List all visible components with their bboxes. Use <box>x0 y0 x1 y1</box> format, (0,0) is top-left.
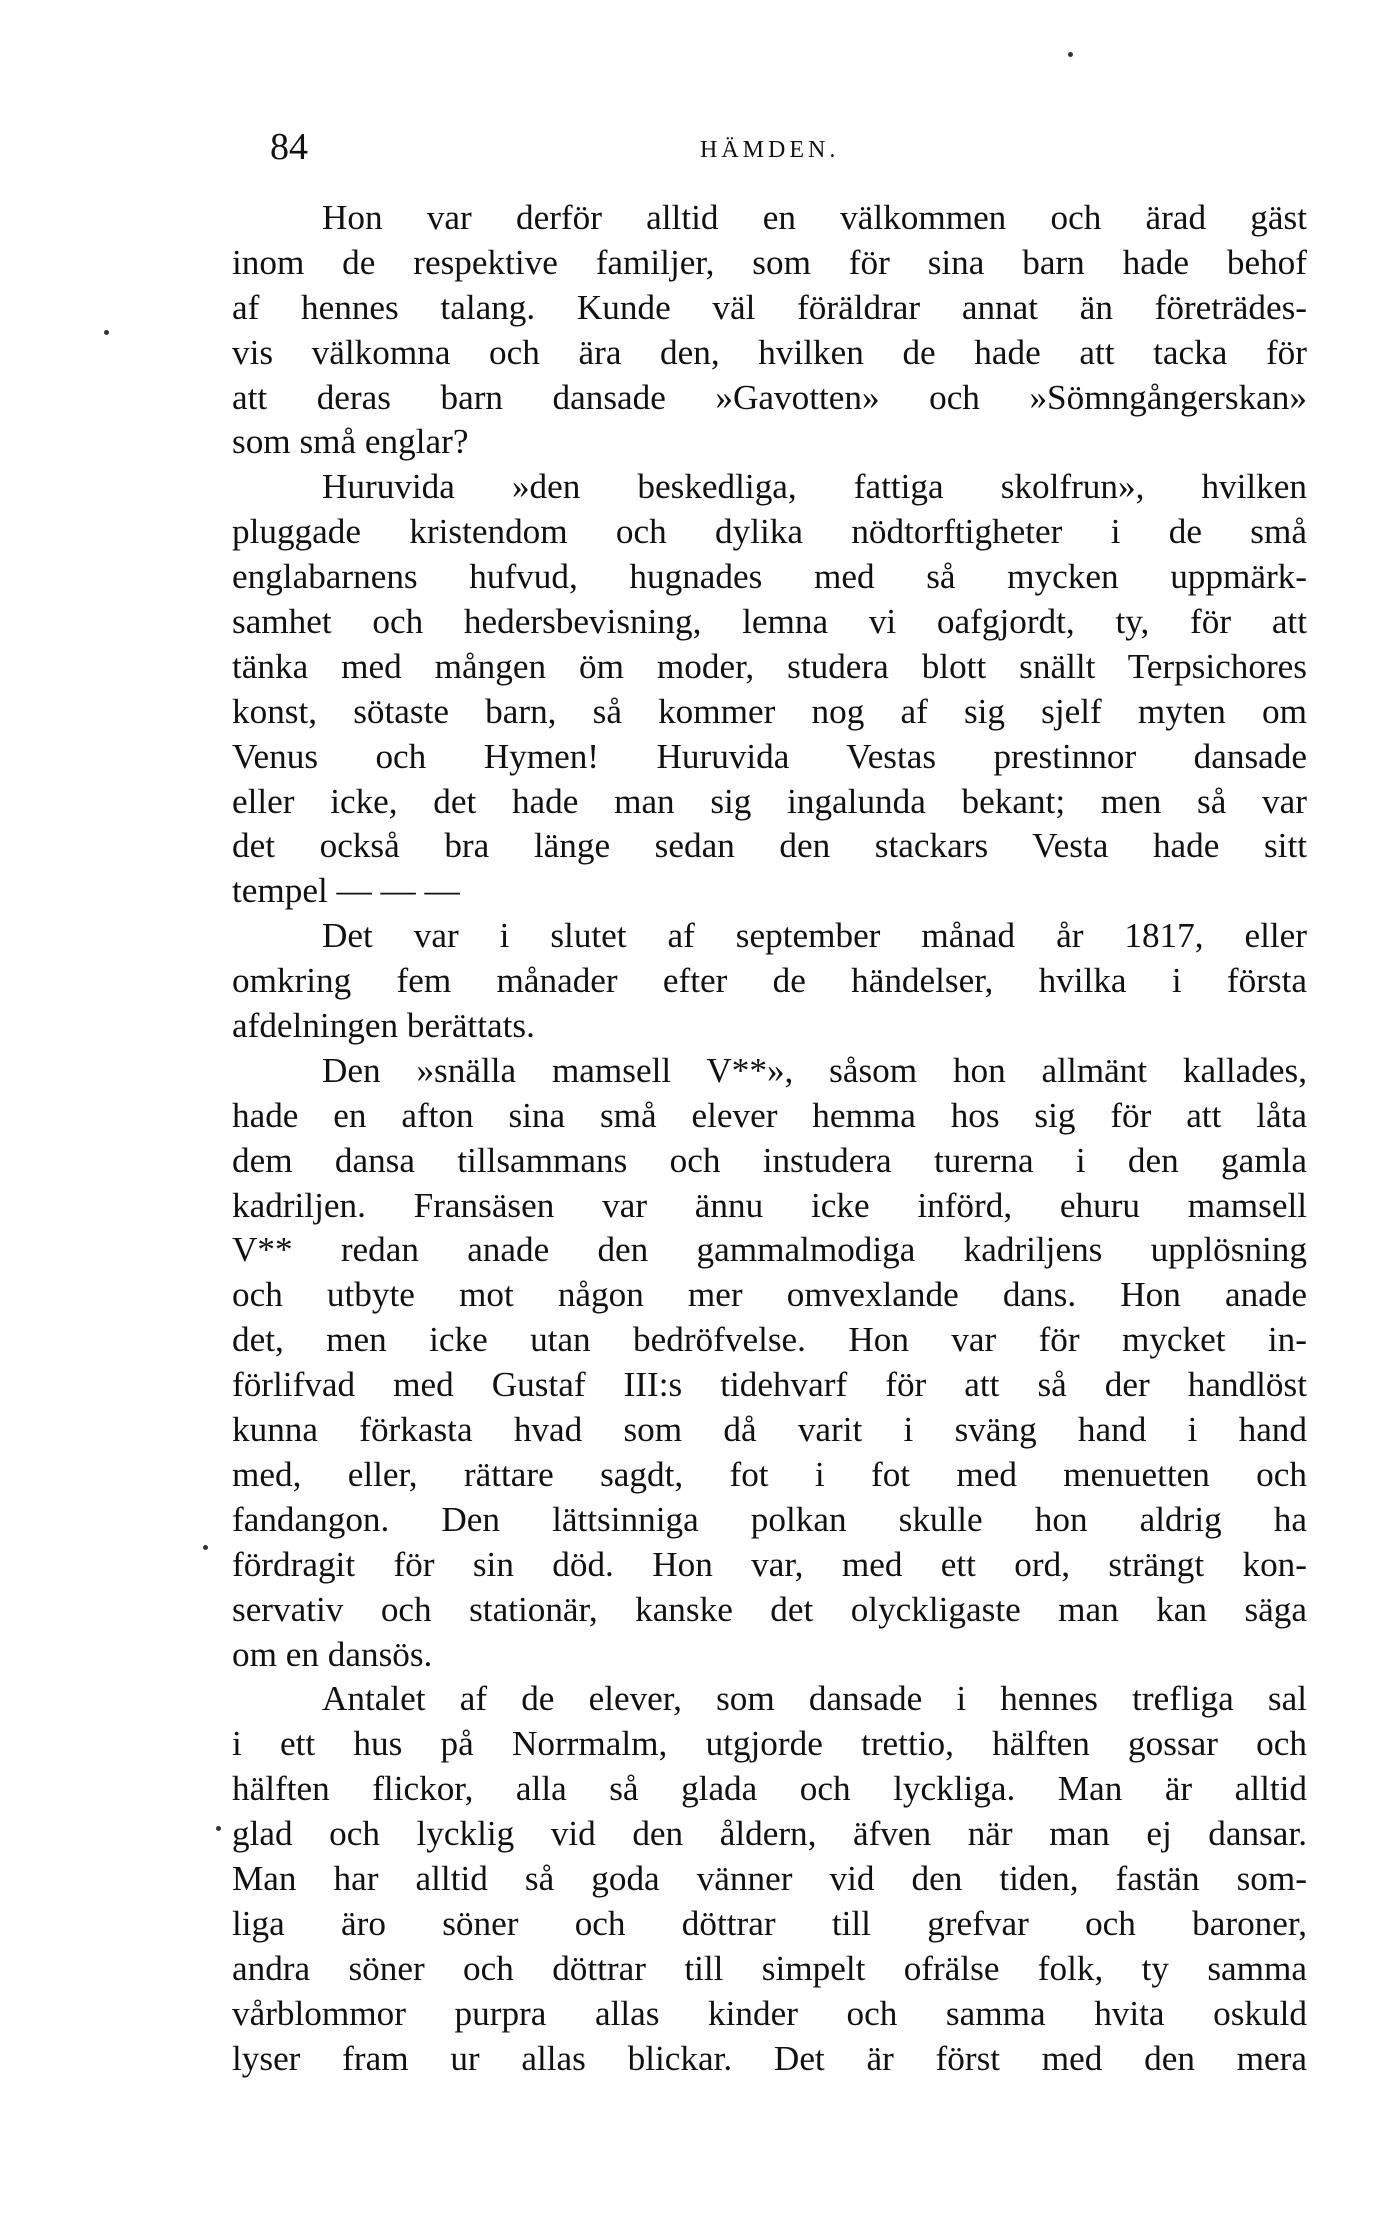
text-line: och utbyte mot någon mer omvexlande dans. Hon anade <box>232 1275 1307 1315</box>
text-line: i ett hus på Norrmalm, utgjorde trettio, hälften gossar och <box>232 1724 1307 1764</box>
text-line: af hennes talang. Kunde väl föräldrar annat än företrädes- <box>232 287 1307 327</box>
text-line: liga äro söner och döttrar till grefvar och baroner, <box>232 1903 1307 1943</box>
text-line: tänka med mången öm moder, studera blott snällt Terpsichores <box>232 646 1307 686</box>
running-head: HÄMDEN. <box>700 137 840 163</box>
text-line: konst, sötaste barn, så kommer nog af sig sjelf myten om <box>232 691 1307 731</box>
text-line: som små englar? <box>232 422 469 462</box>
text-line: Huruvida »den beskedliga, fattiga skolfrun», hvilken <box>322 467 1307 507</box>
print-speck <box>104 330 109 335</box>
text-line: englabarnens hufvud, hugnades med så mycken uppmärk- <box>232 557 1307 597</box>
text-line: med, eller, rättare sagdt, fot i fot med menuetten och <box>232 1454 1307 1494</box>
text-line: fördragit för sin död. Hon var, med ett ord, strängt kon- <box>232 1544 1307 1584</box>
page-number: 84 <box>270 126 308 168</box>
text-line: om en dansös. <box>232 1634 433 1674</box>
text-line: servativ och stationär, kanske det olyckligaste man kan säga <box>232 1589 1307 1629</box>
text-line: tempel — — — <box>232 871 460 911</box>
text-line: kunna förkasta hvad som då varit i sväng hand i hand <box>232 1410 1307 1450</box>
text-line: det också bra länge sedan den stackars Vesta hade sitt <box>232 826 1307 866</box>
text-line: Hon var derför alltid en välkommen och ärad gäst <box>322 198 1307 237</box>
text-line: att deras barn dansade »Gavotten» och »Sömngångerskan» <box>232 377 1307 417</box>
text-line: pluggade kristendom och dylika nödtorftigheter i de små <box>232 512 1307 552</box>
text-line: andra söner och döttrar till simpelt ofrälse folk, ty samma <box>232 1948 1307 1988</box>
text-line: fandangon. Den lättsinniga polkan skulle hon aldrig ha <box>232 1499 1307 1539</box>
text-line: det, men icke utan bedröfvelse. Hon var för mycket in- <box>232 1320 1307 1360</box>
text-line: glad och lycklig vid den åldern, äfven när man ej dansar. <box>232 1814 1307 1854</box>
text-line: förlifvad med Gustaf III:s tidehvarf för att så der handlöst <box>232 1365 1307 1405</box>
text-line: inom de respektive familjer, som för sina barn hade behof <box>232 242 1307 282</box>
text-line: samhet och hedersbevisning, lemna vi oafgjordt, ty, för att <box>232 602 1307 642</box>
text-line: omkring fem månader efter de händelser, hvilka i första <box>232 961 1307 1001</box>
text-line: Venus och Hymen! Huruvida Vestas prestinnor dansade <box>232 736 1307 776</box>
text-line: Den »snälla mamsell V**», såsom hon allmänt kallades, <box>322 1050 1307 1090</box>
text-line: Man har alltid så goda vänner vid den tiden, fastän som- <box>232 1858 1307 1898</box>
text-line: vårblommor purpra allas kinder och samma hvita oskuld <box>232 1993 1307 2033</box>
page-header <box>270 128 1310 188</box>
text-line: dem dansa tillsammans och instudera turerna i den gamla <box>232 1140 1307 1180</box>
print-speck <box>1068 52 1073 57</box>
text-line: lyser fram ur allas blickar. Det är först med den mera <box>232 2038 1307 2078</box>
text-line: vis välkomna och ära den, hvilken de hade att tacka för <box>232 332 1307 372</box>
text-line: eller icke, det hade man sig ingalunda bekant; men så var <box>232 781 1307 821</box>
print-speck <box>216 1826 221 1831</box>
print-speck <box>203 1545 208 1550</box>
text-line: afdelningen berättats. <box>232 1006 535 1046</box>
text-line: hälften flickor, alla så glada och lyckliga. Man är alltid <box>232 1769 1307 1809</box>
text-line: Det var i slutet af september månad år 1817, eller <box>322 916 1307 956</box>
text-line: hade en afton sina små elever hemma hos sig för att låta <box>232 1095 1307 1135</box>
text-line: kadriljen. Fransäsen var ännu icke införd, ehuru mamsell <box>232 1185 1307 1225</box>
text-line: Antalet af de elever, som dansade i hennes trefliga sal <box>322 1679 1307 1719</box>
body-text <box>232 196 1307 2081</box>
text-line: V** redan anade den gammalmodiga kadriljens upplösning <box>232 1230 1307 1270</box>
